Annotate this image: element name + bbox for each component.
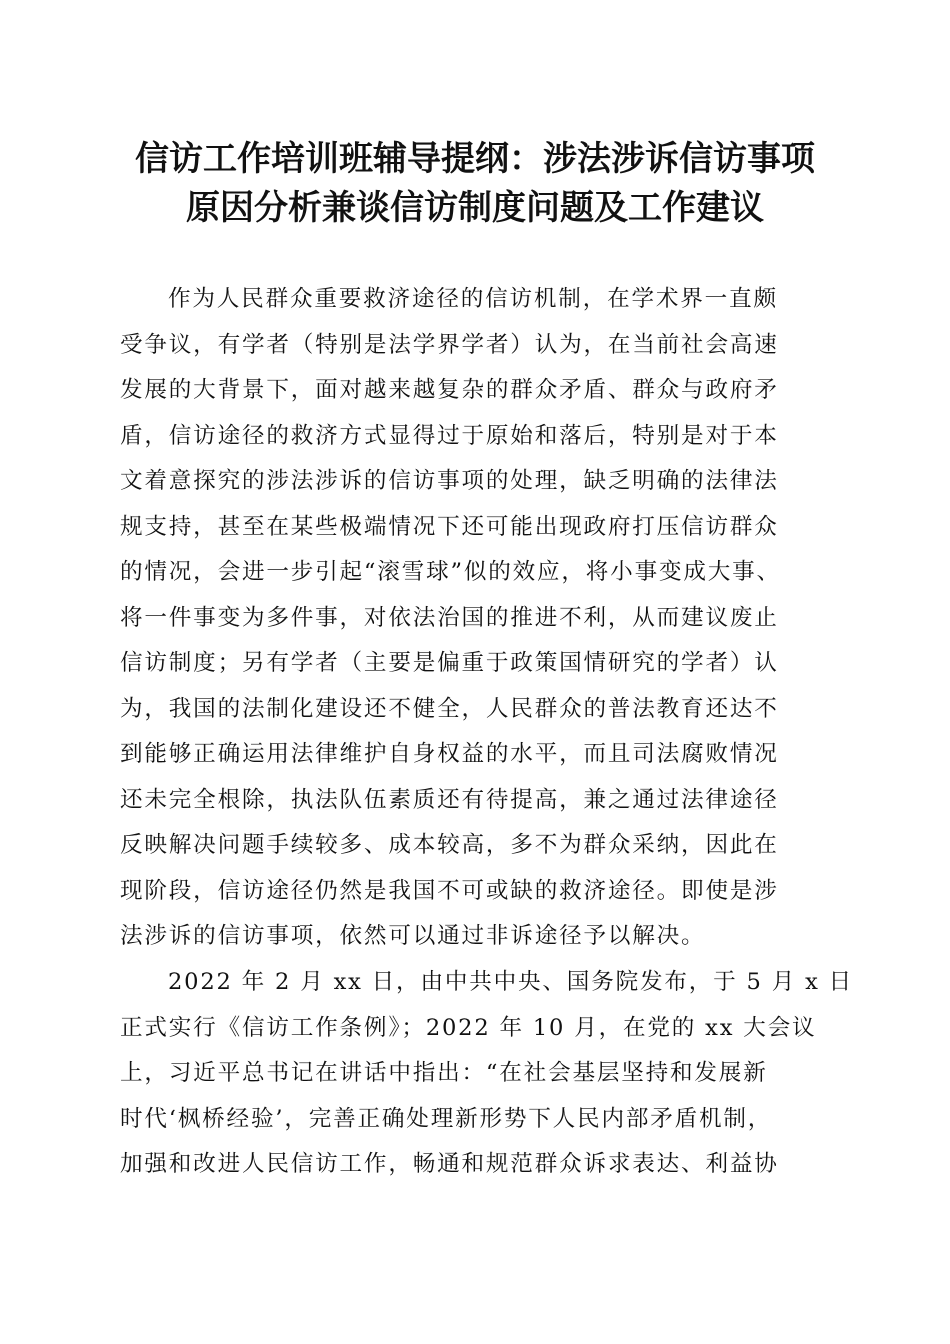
paragraph-line: 规支持，甚至在某些极端情况下还可能出现政府打压信访群众 [120,513,779,540]
paragraph-line: 文着意探究的涉法涉诉的信访事项的处理，缺乏明确的法律法 [120,468,779,494]
paragraph-line: 作为人民群众重要救济途径的信访机制，在学术界一直颇 [168,286,778,312]
document-title-line-1: 信访工作培训班辅导提纲：涉法涉诉信访事项 [135,139,815,179]
paragraph-line: 受争议，有学者（特别是法学界学者）认为，在当前社会高速 [120,331,779,358]
paragraph-2 [120,960,853,1188]
paragraph-line: 2022 年 2 月 xx 日，由中共中央、国务院发布，于 5 月 x 日 [168,969,853,995]
paragraph-line: 上，习近平总书记在讲话中指出：“在社会基层坚持和发展新 [120,1060,768,1086]
paragraph-line: 盾，信访途径的救济方式显得过于原始和落后，特别是对于本 [120,422,779,449]
paragraph-1 [120,277,840,960]
paragraph-line: 现阶段，信访途径仍然是我国不可或缺的救济途径。即使是涉 [120,877,779,904]
paragraph-line: 反映解决问题手续较多、成本较高，多不为群众采纳，因此在 [120,832,779,858]
paragraph-line: 为，我国的法制化建设还不健全，人民群众的普法教育还达不 [120,695,779,722]
paragraph-line: 正式实行《信访工作条例》；2022 年 10 月，在党的 xx 大会议 [120,1014,817,1041]
paragraph-line: 还未完全根除，执法队伍素质还有待提高，兼之通过法律途径 [120,786,779,813]
paragraph-line: 加强和改进人民信访工作，畅通和规范群众诉求表达、利益协 [120,1151,779,1177]
paragraph-line: 法涉诉的信访事项，依然可以通过非诉途径予以解决。 [120,923,706,949]
paragraph-line: 信访制度；另有学者（主要是偏重于政策国情研究的学者）认 [120,650,779,676]
paragraph-line: 时代‘枫桥经验’，完善正确处理新形势下人民内部矛盾机制， [120,1105,773,1132]
paragraph-line: 发展的大背景下，面对越来越复杂的群众矛盾、群众与政府矛 [120,377,779,403]
document-title-line-2: 原因分析兼谈信访制度问题及工作建议 [186,188,764,228]
paragraph-line: 到能够正确运用法律维护自身权益的水平，而且司法腐败情况 [120,741,779,767]
paragraph-line: 的情况，会进一步引起“滚雪球”似的效应，将小事变成大事、 [120,559,781,585]
paragraph-line: 将一件事变为多件事，对依法治国的推进不利，从而建议废止 [120,604,779,631]
